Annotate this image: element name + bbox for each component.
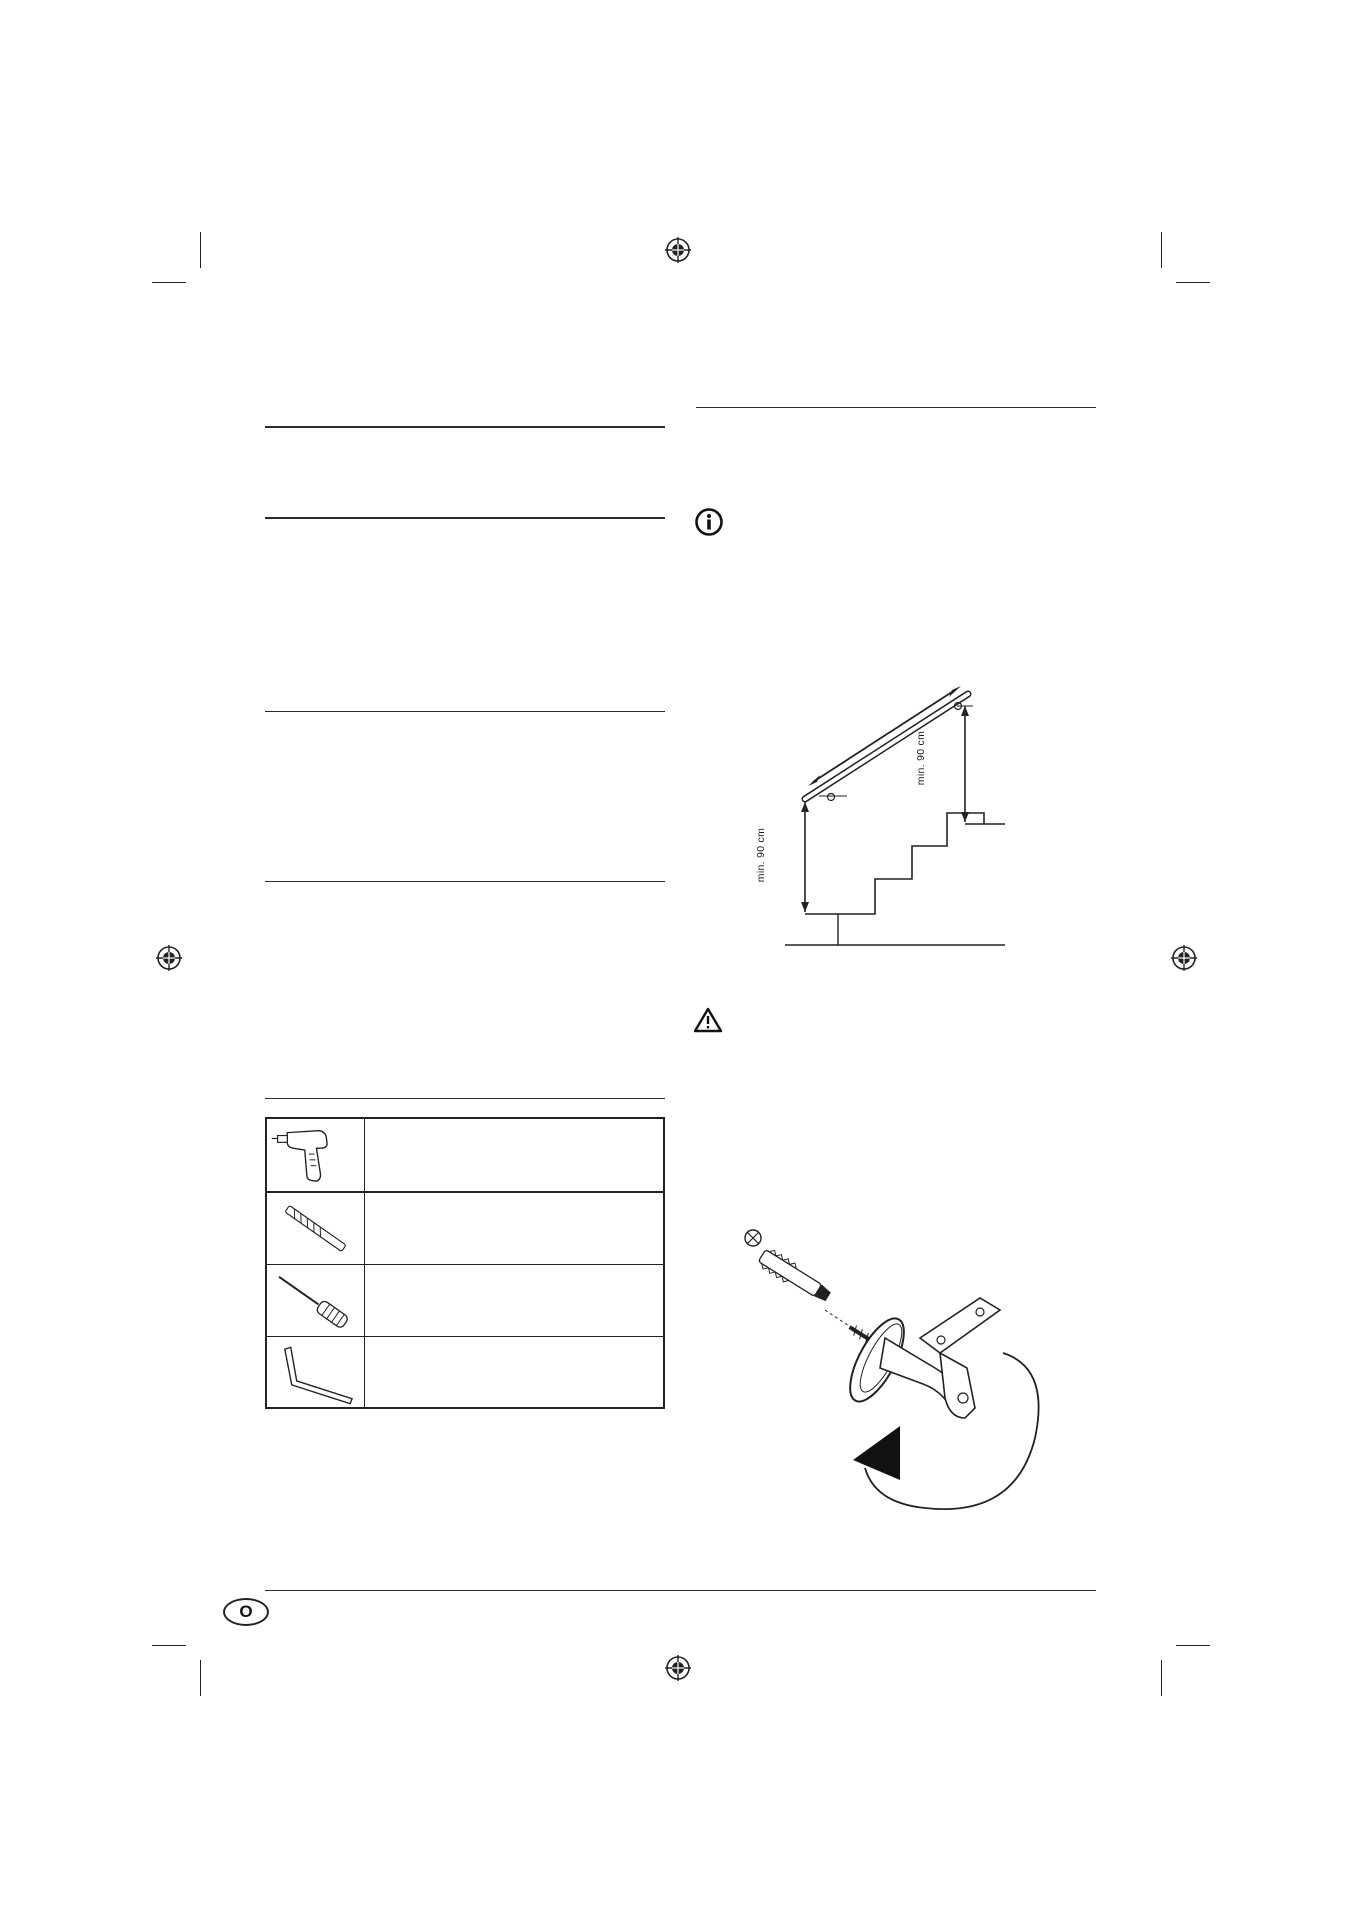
drill-icon <box>267 1119 364 1191</box>
footer-rule <box>265 1590 1096 1591</box>
tool-row <box>267 1337 663 1409</box>
tool-description <box>365 1119 663 1191</box>
wall-bracket-mounting-diagram <box>735 1218 1055 1518</box>
section-rule <box>696 407 1096 408</box>
tool-row <box>267 1265 663 1337</box>
dimension-label-right: min. 90 cm <box>915 730 927 786</box>
crop-mark-bottom-left-vertical <box>200 1660 201 1696</box>
section-rule <box>265 517 665 519</box>
section-rule <box>265 1098 665 1099</box>
crop-mark-top-right-horizontal <box>1176 282 1210 283</box>
section-rule <box>265 426 665 428</box>
tool-description <box>365 1337 663 1409</box>
crosshair-registration-icon <box>155 944 183 972</box>
tool-row <box>267 1119 663 1193</box>
crosshair-registration-icon <box>664 1654 692 1682</box>
crop-mark-top-right-vertical <box>1161 232 1162 268</box>
tool-description <box>365 1265 663 1336</box>
crop-mark-bottom-right-vertical <box>1161 1660 1162 1696</box>
tool-icon-cell <box>267 1119 365 1191</box>
drill-bit-icon <box>267 1193 364 1264</box>
tool-icon-cell <box>267 1265 365 1336</box>
crosshair-registration-icon <box>1170 944 1198 972</box>
crop-mark-top-left-vertical <box>200 232 201 268</box>
info-icon <box>694 507 724 537</box>
section-rule <box>265 881 665 882</box>
dimension-label-left: min. 90 cm <box>755 827 767 883</box>
crosshair-registration-icon <box>664 236 692 264</box>
tool-row <box>267 1193 663 1265</box>
crop-mark-top-left-horizontal <box>152 282 186 283</box>
tools-table <box>265 1117 665 1409</box>
tool-description <box>365 1193 663 1264</box>
crop-mark-bottom-right-horizontal <box>1176 1645 1210 1646</box>
screwdriver-icon <box>267 1265 364 1336</box>
section-rule <box>265 711 665 712</box>
warning-triangle-icon <box>693 1007 723 1033</box>
tool-icon-cell <box>267 1193 365 1264</box>
tool-icon-cell <box>267 1337 365 1409</box>
staircase-handrail-diagram <box>775 676 1015 951</box>
language-badge: O <box>223 1598 269 1626</box>
allen-key-icon <box>267 1337 364 1409</box>
crop-mark-bottom-left-horizontal <box>152 1645 186 1646</box>
